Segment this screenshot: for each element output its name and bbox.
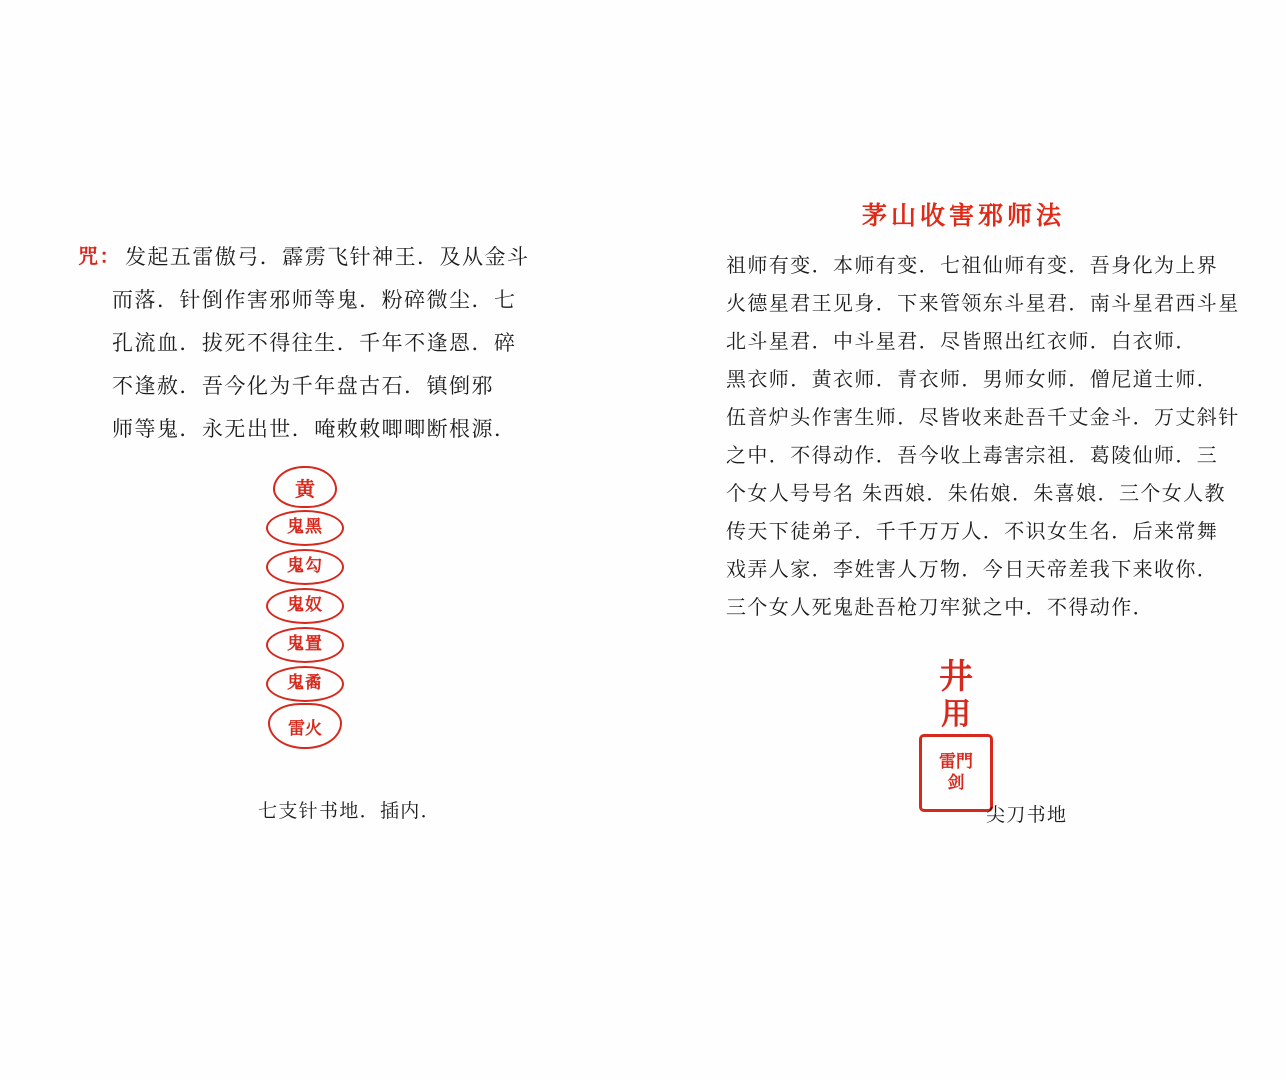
- incantation-label: 咒：: [78, 244, 121, 268]
- talisman-cell-glyph: 鬼矞: [287, 673, 323, 693]
- talisman-cell-glyph: 鬼置: [287, 634, 323, 654]
- talisman-tail-glyph: 雷火: [288, 718, 322, 739]
- talisman-cell-glyph: 鬼奴: [287, 595, 323, 615]
- talisman-cell-glyph: 鬼勾: [287, 556, 323, 576]
- talisman-top-mark-glyph: 井: [939, 657, 973, 697]
- talisman-seal-line: 剑: [947, 773, 965, 793]
- ritual-line: 传天下徒弟子．千千万万人．不识女生名．后来常舞: [726, 519, 1219, 543]
- right-page-text-block: [726, 246, 1240, 626]
- incantation-line-text: 孔流血．拔死不得往生．千年不逢恩．碎: [112, 331, 517, 355]
- talisman-head-glyph: 黄: [295, 476, 315, 501]
- incantation-line-text: 而落．针倒作害邪师等鬼．粉碎微尘．七: [112, 288, 517, 312]
- talisman-cell: [266, 664, 344, 703]
- talisman-drawing-left: [255, 466, 355, 749]
- talisman-cell: [266, 547, 344, 586]
- incantation-line: [78, 322, 598, 365]
- ritual-line: 火德星君王见身．下来管领东斗星君．南斗星君西斗星: [726, 291, 1240, 315]
- talisman-cell: [266, 508, 344, 547]
- talisman-cell: [266, 625, 344, 664]
- incantation-line: [78, 365, 598, 408]
- incantation-line-text: 发起五雷傲弓．霹雳飞针神王．及从金斗: [124, 245, 530, 269]
- incantation-line-text: 不逢赦．吾今化为千年盘古石．镇倒邪: [112, 374, 494, 398]
- talisman-mid-mark-glyph: 用: [941, 697, 971, 732]
- incantation-line: [78, 408, 598, 451]
- talisman-head-seal: [273, 466, 337, 508]
- incantation-line: [78, 236, 598, 279]
- left-page-text-block: [78, 236, 598, 451]
- ritual-line: 伍音炉头作害生师．尽皆收来赴吾千丈金斗．万丈斜针: [726, 405, 1240, 429]
- talisman-cell-glyph: 鬼黑: [287, 517, 323, 537]
- ritual-line: 北斗星君．中斗星君．尽皆照出红衣师．白衣师．: [726, 329, 1197, 353]
- right-page-caption: 尖刀书地: [986, 804, 1068, 826]
- right-page-title: 茅山收害邪师法: [862, 201, 1066, 230]
- ritual-line: 戏弄人家．李姓害人万物．今日天帝差我下来收你．: [726, 557, 1219, 581]
- talisman-cell: [266, 586, 344, 625]
- talisman-seal-box: [919, 734, 993, 812]
- ritual-line: 个女人号号名 朱西娘．朱佑娘．朱喜娘．三个女人教: [726, 481, 1226, 505]
- ritual-line: 之中．不得动作．吾今收上毒害宗祖．葛陵仙师．三: [726, 443, 1219, 467]
- ritual-line: 祖师有变．本师有变．七祖仙师有变．吾身化为上界: [726, 253, 1219, 277]
- ritual-line: 三个女人死鬼赴吾枪刀牢狱之中．不得动作．: [726, 595, 1154, 619]
- ritual-line: 黑衣师．黄衣师．青衣师．男师女师．僧尼道士师．: [726, 367, 1219, 391]
- incantation-line-text: 师等鬼．永无出世．唵敕敕唧唧断根源．: [112, 417, 517, 441]
- talisman-drawing-right: [896, 657, 1016, 812]
- talisman-seal-line: 雷門: [939, 752, 973, 772]
- left-page-caption: 七支针书地．插内．: [258, 800, 441, 822]
- talisman-tail-seal: [268, 703, 342, 749]
- incantation-line: [78, 279, 598, 322]
